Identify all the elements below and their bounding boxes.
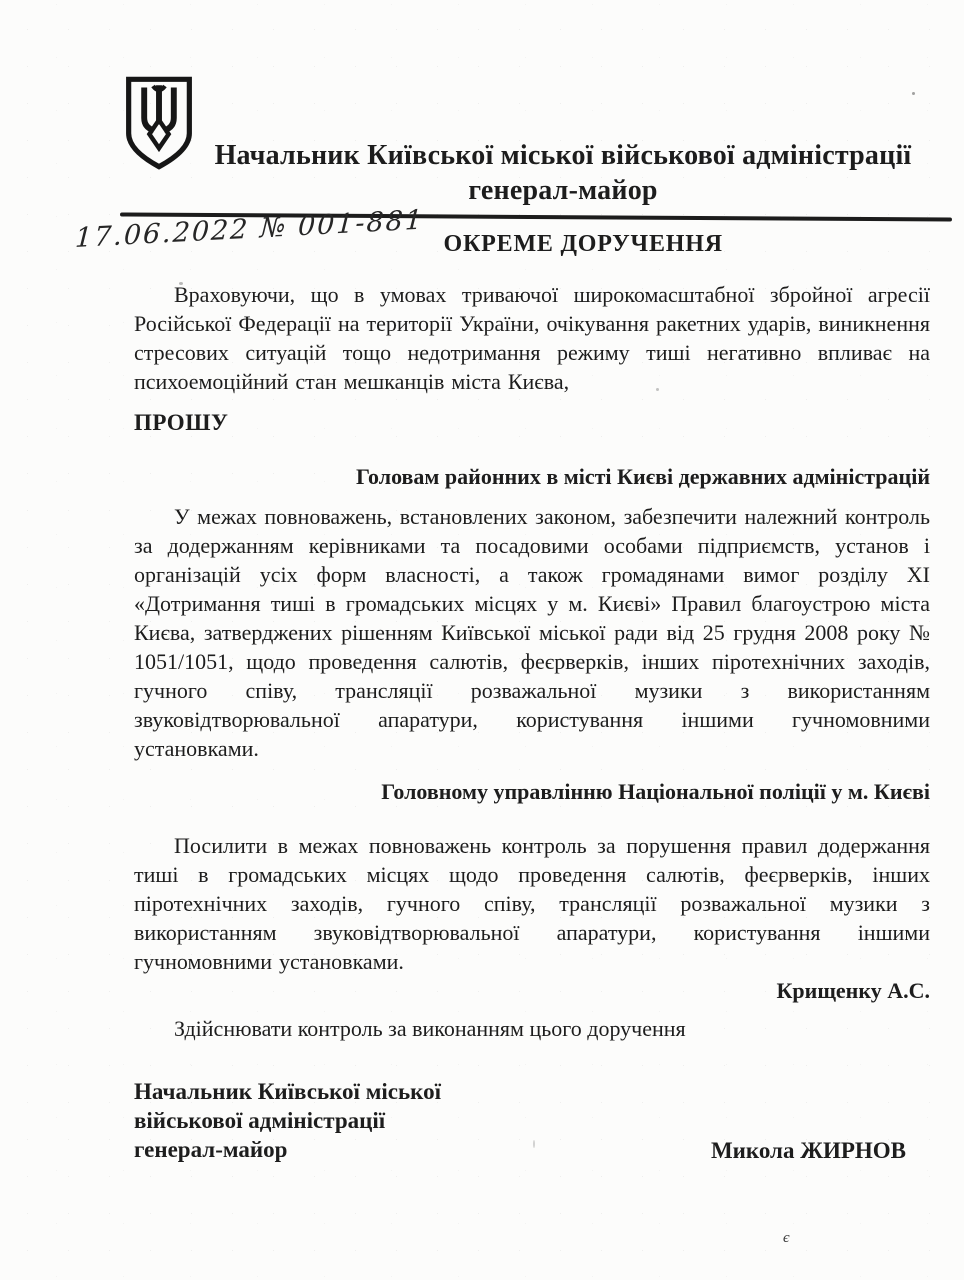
- addressee-district-administrations: Головам районних в місті Києві державних адміністрацій: [355, 464, 930, 489]
- letterhead-rank: генерал-майор: [468, 175, 658, 206]
- scan-speck: [656, 388, 659, 391]
- scan-artifact-mark: є: [783, 1230, 790, 1246]
- signatory-name: Микола ЖИРНОВ: [710, 1138, 906, 1163]
- signature-block: [134, 1077, 930, 1164]
- signatory-position-line3: генерал-майор: [134, 1137, 288, 1162]
- instruction-district-administrations: У межах повноважень, встановлених законом, забезпечити належний контроль за додержанням керівниками та посадовими особами підприємств, установ і організацій усіх форм власності, а також громадянами вимог розділу XI «Дотримання тиші в громадських місцях у м. Києві» Правил благоустрою міста Києва, затверджених рішенням Київської міської ради від 25 грудня 2008 року № 1051/1051, щодо проведення салютів, феєрверків, інших піротехнічних заходів, гучного співу, трансляції розважальної музики з використанням звуковідтворювальної апаратури, користування іншими гучномовними установками.: [134, 504, 930, 761]
- signatory-position: [134, 1077, 441, 1164]
- addressee-national-police: Головному управлінню Національної поліції у м. Києві: [381, 779, 930, 804]
- control-addressee: Крищенку А.С.: [776, 978, 930, 1003]
- scan-speck: [533, 1140, 535, 1148]
- ukraine-trident-icon: [122, 74, 196, 172]
- signatory-position-line1: Начальник Київської міської: [134, 1079, 441, 1104]
- letterhead: [134, 72, 930, 219]
- signatory-position-line2: військової адміністрації: [134, 1108, 386, 1133]
- document-title: ОКРЕМЕ ДОРУЧЕННЯ: [443, 231, 723, 257]
- request-word: ПРОШУ: [134, 410, 229, 435]
- letterhead-org: [196, 72, 930, 208]
- handwritten-date-number: 17.06.2022 № 001-881: [74, 204, 425, 254]
- control-instruction: Здійснювати контроль за виконанням цього доручення: [174, 1016, 686, 1041]
- preamble-paragraph: Враховуючи, що в умовах триваючої широкомасштабної збройної агресії Російської Федерації на території України, очікування ракетних ударів, виникнення стресових ситуацій тощо недотримання режиму тиші негативно впливає на психоемоційний стан мешканців міста Києва,: [134, 282, 930, 394]
- letterhead-org-name: Начальник Київської міської військової адміністрації: [214, 140, 912, 171]
- scan-speck: [179, 282, 183, 285]
- registration-row: [74, 204, 930, 258]
- instruction-national-police: Посилити в межах повноважень контроль за порушення правил додержання тиші в громадських місцях щодо проведення салютів, феєрверків, інших піротехнічних заходів, гучного співу, трансляції розважальної музики з використанням звуковідтворювальної апаратури, користування іншими гучномовними установками.: [134, 833, 930, 974]
- scan-speck: [912, 92, 915, 95]
